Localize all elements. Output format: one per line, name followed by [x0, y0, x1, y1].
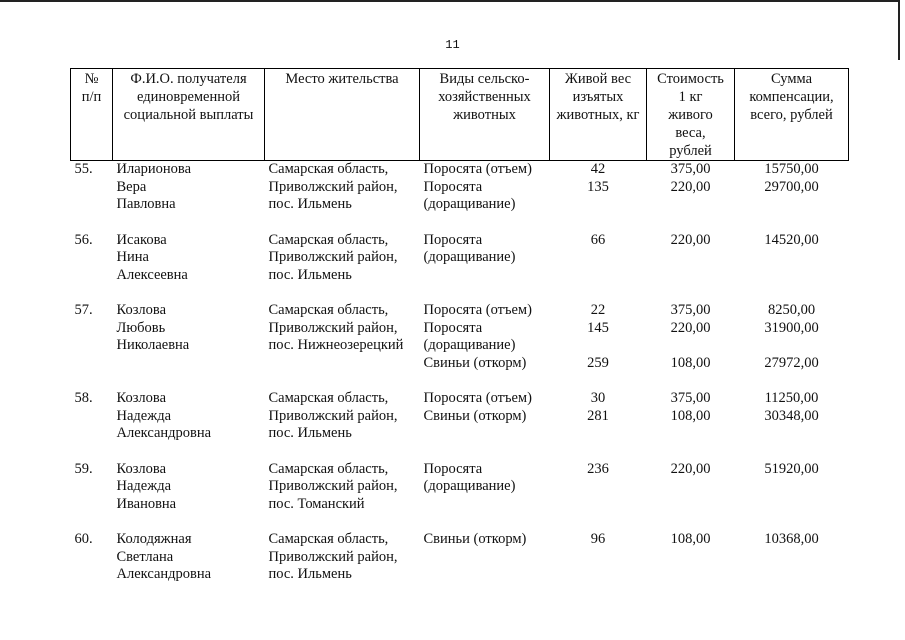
weight-line: [554, 566, 643, 584]
place-line: Приволжский район,: [268, 478, 398, 494]
price-line: 375,00: [670, 161, 711, 177]
types-line: Поросята (отъем): [423, 302, 532, 318]
weight-line: 66: [590, 231, 606, 248]
price-line: 220,00: [670, 460, 711, 477]
weight-line: 259: [587, 354, 609, 371]
cell-place: [265, 161, 420, 214]
header-weight-line: Живой вес: [564, 71, 632, 87]
price-line: [651, 425, 731, 443]
table-row: [71, 461, 849, 514]
name-line: Николаевна: [116, 337, 190, 353]
weight-line: [554, 196, 643, 214]
price-line: [651, 337, 731, 355]
price-line: 108,00: [670, 407, 711, 424]
num-line: 59.: [74, 460, 93, 477]
place-line: Приволжский район,: [268, 319, 398, 336]
cell-weight: [550, 161, 647, 214]
num-line: 57.: [74, 302, 93, 318]
cell-weight: [550, 232, 647, 285]
spacer-cell: [71, 372, 849, 390]
types-line: (доращивание): [423, 478, 516, 494]
cell-weight: [550, 390, 647, 443]
cell-place: [265, 531, 420, 584]
name-line: Надежда: [116, 478, 172, 494]
weight-line: [554, 549, 643, 567]
header-name-line: социальной выплаты: [123, 107, 254, 123]
header-types: [420, 69, 550, 161]
name-line: Козлова: [116, 302, 167, 318]
cell-place: [265, 461, 420, 514]
cell-name: [113, 531, 265, 584]
cell-place: [265, 302, 420, 372]
cell-num: [71, 302, 113, 372]
weight-line: [554, 478, 643, 496]
header-price: [647, 69, 735, 161]
place-line: Приволжский район,: [268, 249, 398, 265]
types-line: Поросята (отъем): [423, 161, 532, 177]
price-line: [651, 478, 731, 496]
table-row: [71, 390, 849, 443]
header-name-line: единовременной: [136, 89, 241, 105]
sum-line: 30348,00: [764, 407, 819, 424]
top-border-line: [0, 0, 898, 2]
cell-place: [265, 232, 420, 285]
cell-price: [647, 390, 735, 443]
types-line: [424, 549, 546, 567]
price-line: 108,00: [670, 531, 711, 547]
table-row: [71, 531, 849, 584]
sum-line: 27972,00: [764, 354, 819, 371]
price-line: [651, 549, 731, 567]
sum-line: [739, 267, 845, 285]
place-line: Самарская область,: [268, 460, 389, 477]
sum-line: [739, 549, 845, 567]
header-types-line: животных: [453, 107, 516, 123]
weight-line: 145: [587, 319, 609, 336]
place-line: Самарская область,: [268, 231, 389, 248]
cell-num: [71, 232, 113, 285]
header-num-line: №: [84, 71, 99, 87]
weight-line: 30: [590, 390, 606, 406]
price-line: 375,00: [670, 302, 711, 318]
price-line: 220,00: [670, 231, 711, 248]
cell-num: [71, 531, 113, 584]
price-line: 220,00: [670, 178, 711, 195]
sum-line: [739, 478, 845, 496]
place-line: Приволжский район,: [268, 178, 398, 195]
sum-line: 51920,00: [764, 460, 819, 477]
name-line: Исакова: [116, 231, 167, 248]
num-line: 58.: [74, 390, 93, 406]
sum-line: [739, 337, 845, 355]
sum-line: 29700,00: [764, 178, 819, 195]
header-weight: [550, 69, 647, 161]
table-row: [71, 232, 849, 285]
place-line: пос. Ильмень: [268, 266, 352, 283]
types-line: (доращивание): [423, 249, 516, 265]
table-row: [71, 302, 849, 372]
name-line: Надежда: [116, 407, 172, 424]
header-price-line: живого: [668, 107, 713, 123]
sum-line: 11250,00: [764, 390, 819, 406]
cell-sum: [735, 461, 849, 514]
place-line: Приволжский район,: [268, 407, 398, 424]
name-line: Иларионова: [116, 161, 192, 177]
cell-sum: [735, 232, 849, 285]
name-line: Алексеевна: [116, 266, 188, 283]
cell-price: [647, 531, 735, 584]
cell-price: [647, 161, 735, 214]
name-line: [117, 355, 261, 373]
name-line: Вера: [116, 178, 147, 195]
place-line: Самарская область,: [268, 531, 389, 547]
price-line: 220,00: [670, 319, 711, 336]
cell-price: [647, 461, 735, 514]
header-weight-line: животных, кг: [556, 107, 640, 123]
weight-line: 22: [590, 302, 606, 318]
sum-line: 14520,00: [764, 231, 819, 248]
place-line: пос. Ильмень: [268, 425, 352, 441]
name-line: Александровна: [116, 566, 212, 582]
row-spacer: [71, 443, 849, 461]
name-line: Козлова: [116, 390, 167, 406]
price-line: 108,00: [670, 354, 711, 371]
cell-num: [71, 461, 113, 514]
cell-num: [71, 390, 113, 443]
header-price-line: веса,: [675, 125, 706, 141]
types-line: Свиньи (откорм): [423, 531, 527, 547]
weight-line: [554, 425, 643, 443]
place-line: Самарская область,: [268, 302, 389, 318]
cell-types: [420, 161, 550, 214]
types-line: [424, 566, 546, 584]
name-line: Александровна: [116, 425, 212, 441]
place-line: Самарская область,: [268, 390, 389, 406]
place-line: [269, 355, 416, 373]
weight-line: [554, 249, 643, 267]
header-name-line: Ф.И.О. получателя: [130, 71, 247, 87]
sum-line: 31900,00: [764, 319, 819, 336]
weight-line: [554, 267, 643, 285]
row-spacer: [71, 513, 849, 531]
cell-name: [113, 461, 265, 514]
weight-line: [554, 337, 643, 355]
place-line: пос. Нижнеозерецкий: [268, 337, 404, 353]
price-line: [651, 267, 731, 285]
name-line: Нина: [116, 249, 149, 265]
header-sum: [735, 69, 849, 161]
place-line: Самарская область,: [268, 161, 389, 177]
header-place-line: Место жительства: [285, 71, 399, 87]
types-line: Свиньи (откорм): [423, 407, 527, 424]
sum-line: [739, 196, 845, 214]
header-sum-line: Сумма: [770, 71, 813, 87]
types-line: [424, 425, 546, 443]
cell-name: [113, 302, 265, 372]
types-line: (доращивание): [423, 196, 516, 212]
cell-name: [113, 161, 265, 214]
types-line: Поросята: [423, 178, 483, 195]
place-line: Приволжский район,: [268, 548, 398, 565]
weight-line: [554, 496, 643, 514]
sum-line: [739, 566, 845, 584]
row-spacer: [71, 214, 849, 232]
compensation-table: [70, 68, 849, 584]
name-line: Павловна: [116, 196, 176, 212]
place-line: пос. Ильмень: [268, 566, 352, 582]
weight-line: 96: [590, 531, 606, 547]
header-name: [113, 69, 265, 161]
sum-line: [739, 249, 845, 267]
types-line: [424, 496, 546, 514]
name-line: Светлана: [116, 548, 174, 565]
name-line: Козлова: [116, 460, 167, 477]
cell-weight: [550, 302, 647, 372]
sum-line: 10368,00: [764, 531, 819, 547]
price-line: [651, 196, 731, 214]
header-types-line: хозяйственных: [438, 89, 531, 105]
row-spacer: [71, 284, 849, 302]
price-line: [651, 496, 731, 514]
price-line: [651, 566, 731, 584]
name-line: Ивановна: [116, 495, 177, 512]
row-spacer: [71, 372, 849, 390]
header-num: [71, 69, 113, 161]
weight-line: 42: [590, 161, 606, 177]
num-line: 55.: [74, 161, 93, 177]
spacer-cell: [71, 513, 849, 531]
place-line: пос. Томанский: [268, 495, 365, 512]
types-line: Поросята: [423, 460, 483, 477]
weight-line: 236: [587, 460, 609, 477]
header-num-line: п/п: [81, 89, 102, 105]
types-line: Свиньи (откорм): [423, 354, 527, 371]
types-line: Поросята (отъем): [423, 390, 532, 406]
table-header-row: [71, 69, 849, 161]
header-price-line: рублей: [669, 143, 712, 159]
name-line: Любовь: [116, 319, 166, 336]
cell-sum: [735, 161, 849, 214]
cell-name: [113, 232, 265, 285]
types-line: Поросята: [423, 319, 483, 336]
cell-types: [420, 531, 550, 584]
types-line: Поросята: [423, 231, 483, 248]
header-place: [265, 69, 420, 161]
cell-types: [420, 302, 550, 372]
cell-weight: [550, 531, 647, 584]
page-number: 11: [445, 38, 460, 52]
name-line: Колодяжная: [116, 531, 192, 547]
table-row: [71, 161, 849, 214]
spacer-cell: [71, 214, 849, 232]
price-line: 375,00: [670, 390, 711, 406]
sum-line: [739, 496, 845, 514]
header-price-line: 1 кг: [678, 89, 703, 105]
cell-sum: [735, 531, 849, 584]
cell-name: [113, 390, 265, 443]
header-sum-line: компенсации,: [749, 89, 834, 105]
cell-types: [420, 390, 550, 443]
spacer-cell: [71, 443, 849, 461]
cell-sum: [735, 390, 849, 443]
num-line: 60.: [74, 531, 93, 547]
cell-num: [71, 161, 113, 214]
weight-line: 281: [587, 407, 609, 424]
table-body: [71, 161, 849, 584]
cell-types: [420, 461, 550, 514]
cell-price: [647, 232, 735, 285]
cell-price: [647, 302, 735, 372]
cell-weight: [550, 461, 647, 514]
cell-types: [420, 232, 550, 285]
sum-line: 15750,00: [764, 161, 819, 177]
header-weight-line: изъятых: [572, 89, 624, 105]
num-line: 56.: [74, 231, 93, 248]
cell-place: [265, 390, 420, 443]
header-sum-line: всего, рублей: [750, 107, 833, 123]
header-types-line: Виды сельско-: [439, 71, 530, 87]
cell-sum: [735, 302, 849, 372]
spacer-cell: [71, 284, 849, 302]
sum-line: [739, 425, 845, 443]
weight-line: 135: [587, 178, 609, 195]
place-line: пос. Ильмень: [268, 196, 352, 212]
price-line: [651, 249, 731, 267]
sum-line: 8250,00: [767, 302, 816, 318]
types-line: (доращивание): [423, 337, 516, 353]
types-line: [424, 267, 546, 285]
header-price-line: Стоимость: [657, 71, 724, 87]
